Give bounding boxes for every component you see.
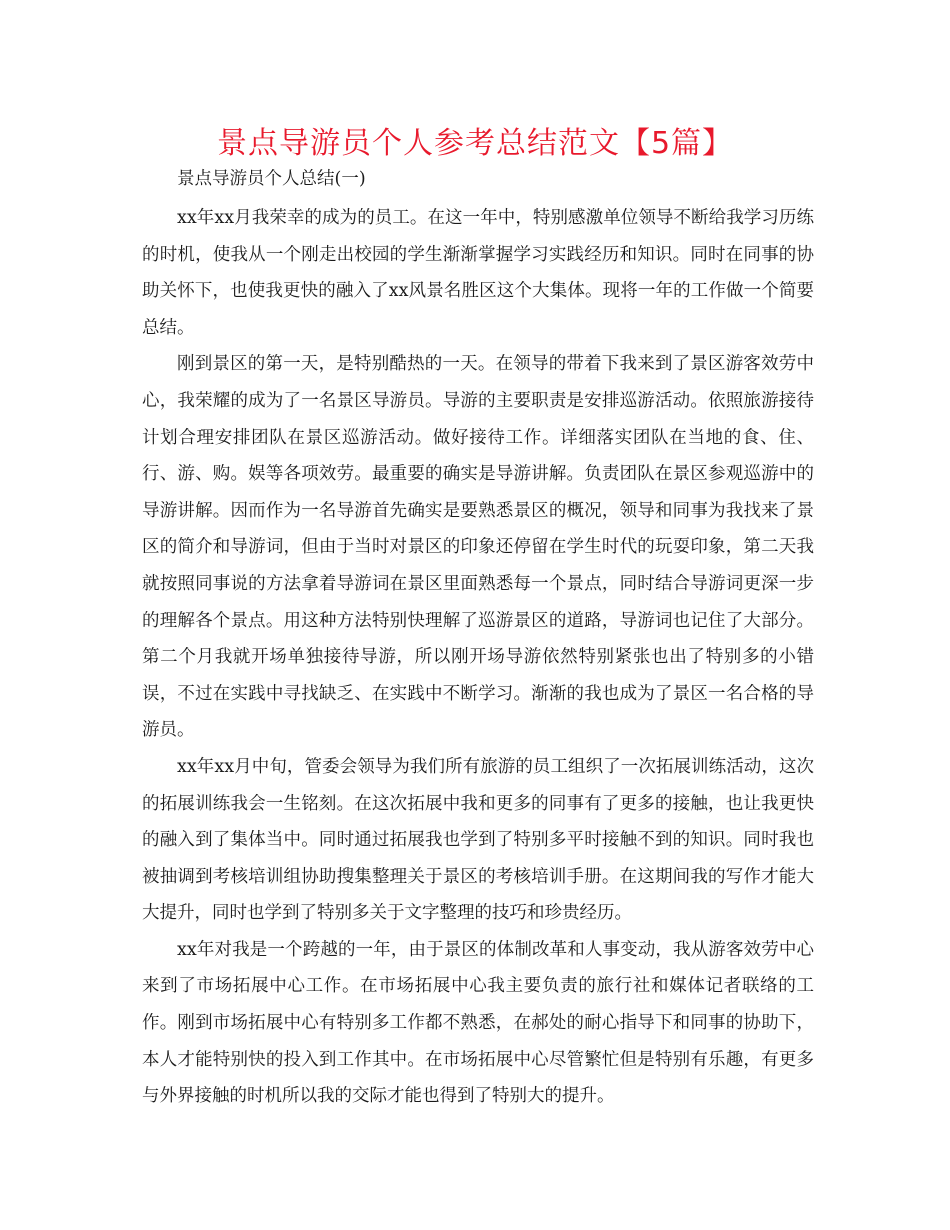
paragraph-3: xx年xx月中旬，管委会领导为我们所有旅游的员工组织了一次拓展训练活动，这次的拓展训练我会一生铭刻。在这次拓展中我和更多的同事有了更多的接触，也让我更快的融入到了集体当中。同时通过拓展我也学到了特别多平时接触不到的知识。同时我也被抽调到考核培训组协助搜集整理关于景区的考核培训手册。在这期间我的写作才能大大提升，同时也学到了特别多关于文字整理的技巧和珍贵经历。 [142, 756, 814, 924]
document-title: 景点导游员个人参考总结范文【5篇】 [216, 126, 734, 161]
paragraph-1: xx年xx月我荣幸的成为的员工。在这一年中，特别感激单位领导不断给我学习历练的时机，使我从一个刚走出校园的学生渐渐掌握学习实践经历和知识。同时在同事的协助关怀下，也使我更快的融入了xx风景名胜区这个大集体。现将一年的工作做一个简要总结。 [142, 208, 814, 338]
document-body [142, 166, 814, 1115]
paragraph-4: xx年对我是一个跨越的一年，由于景区的体制改革和人事变动，我从游客效劳中心来到了市场拓展中心工作。在市场拓展中心我主要负责的旅行社和媒体记者联络的工作。刚到市场拓展中心有特别多工作都不熟悉，在郝处的耐心指导下和同事的协助下，本人才能特别快的投入到工作其中。在市场拓展中心尽管繁忙但是特别有乐趣，有更多与外界接触的时机所以我的交际才能也得到了特别大的提升。 [142, 939, 814, 1107]
paragraph-2: 刚到景区的第一天，是特别酷热的一天。在领导的带着下我来到了景区游客效劳中心，我荣耀的成为了一名景区导游员。导游的主要职责是安排巡游活动。依照旅游接待计划合理安排团队在景区巡游活动。做好接待工作。详细落实团队在当地的食、住、行、游、购。娱等各项效劳。最重要的确实是导游讲解。负责团队在景区参观巡游中的导游讲解。因而作为一名导游首先确实是要熟悉景区的概况，领导和同事为我找来了景区的简介和导游词，但由于当时对景区的印象还停留在学生时代的玩耍印象，第二天我就按照同事说的方法拿着导游词在景区里面熟悉每一个景点，同时结合导游词更深一步的理解各个景点。用这种方法特别快理解了巡游景区的道路，导游词也记住了大部分。第二个月我就开场单独接待导游，所以刚开场导游依然特别紧张也出了特别多的小错误，不过在实践中寻找缺乏、在实践中不断学习。渐渐的我也成为了景区一名合格的导游员。 [142, 354, 814, 741]
section-heading: 景点导游员个人总结(一) [177, 169, 366, 189]
